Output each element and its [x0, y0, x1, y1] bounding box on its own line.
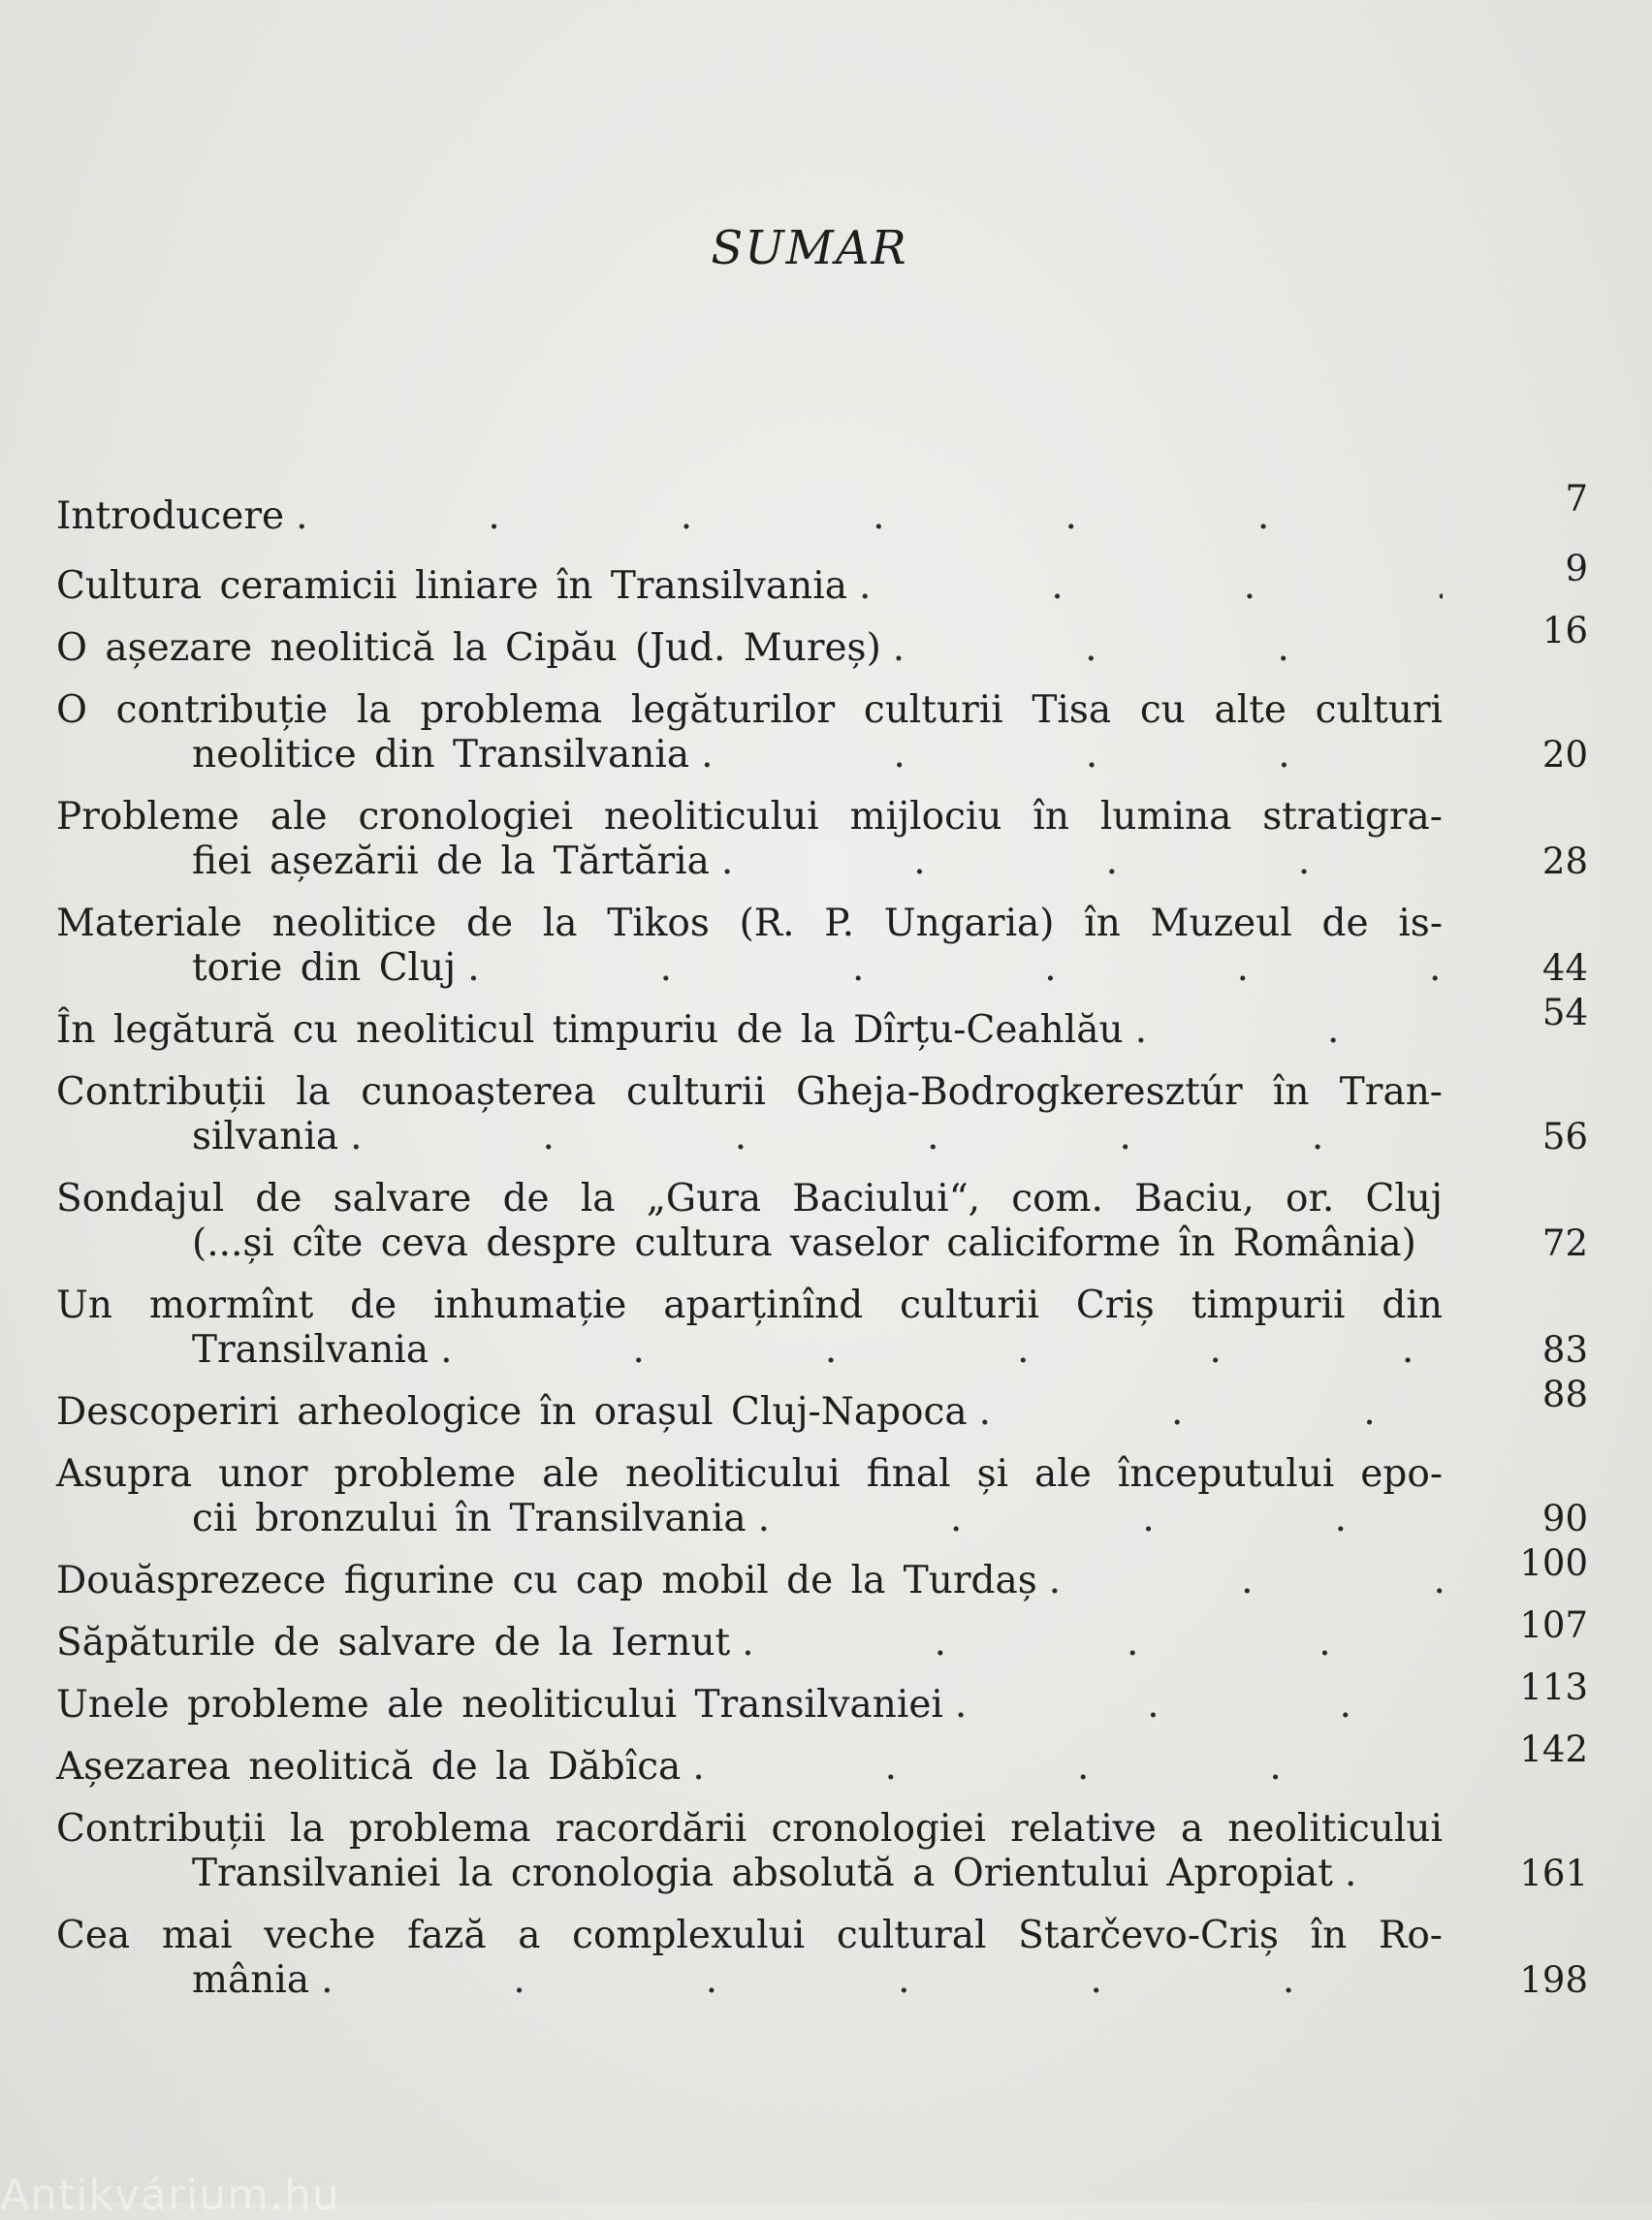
- toc-entry: [56, 548, 1588, 609]
- toc-entry: [56, 1452, 1588, 1541]
- toc-entry: [56, 1177, 1588, 1266]
- toc-entry: [56, 688, 1588, 777]
- dot-leader: [955, 1683, 1443, 1728]
- dot-leader: [742, 1621, 1443, 1665]
- toc-entry: [56, 1807, 1588, 1896]
- page-number: 142: [1519, 1728, 1588, 1770]
- entry-title-line: Douăsprezece figurine cu cap mobil de la Turdaș: [56, 1559, 1037, 1602]
- dot-leader: [1049, 1559, 1443, 1603]
- entry-title-line: Asupra unor probleme ale neoliticului final și ale începutului epo-: [56, 1452, 1443, 1496]
- entry-title-line: fiei așezării de la Tărtăria: [192, 840, 710, 883]
- entry-title-line: Săpăturile de salvare de la Iernut: [56, 1621, 731, 1665]
- entry-title-line: cii bronzului în Transilvania: [192, 1497, 747, 1540]
- page-number: 83: [1541, 1329, 1588, 1371]
- dot-leader: [296, 494, 1443, 539]
- page-number: 16: [1541, 610, 1588, 651]
- entry-title-line: O așezare neolitică la Cipău (Jud. Mureș): [56, 626, 881, 670]
- entry-title-line: Materiale neolitice de la Tikos (R. P. Ungaria) în Muzeul de is-: [56, 902, 1443, 945]
- entry-title-line: Descoperiri arheologice în orașul Cluj-Napoca: [56, 1390, 968, 1434]
- entry-title-line: Transilvaniei la cronologia absolută a Orientului Apropiat: [192, 1852, 1333, 1895]
- dot-leader: [701, 733, 1443, 777]
- dot-leader: [859, 564, 1443, 609]
- page-number: 9: [1565, 548, 1588, 589]
- entry-title-line: Un mormînt de inhumație aparținînd culturii Criș timpurii din: [56, 1284, 1443, 1327]
- entry-title-line: Contribuții la cunoașterea culturii Gheja-Bodrogkeresztúr în Tran-: [56, 1070, 1443, 1114]
- page-title: SUMAR: [711, 221, 908, 275]
- page-number: 56: [1541, 1116, 1588, 1158]
- dot-leader: [1345, 1852, 1443, 1896]
- dot-leader: [321, 1958, 1443, 2003]
- page-number: 90: [1541, 1498, 1588, 1539]
- entry-title-line: Sondajul de salvare de la „Gura Baciului“, com. Baciu, or. Cluj: [56, 1177, 1443, 1221]
- toc-entry: [56, 610, 1588, 671]
- toc-entry: [56, 992, 1588, 1053]
- toc-entry: [56, 1728, 1588, 1790]
- entry-title-line: Introducere: [56, 494, 285, 538]
- page-number: 198: [1519, 1959, 1588, 2001]
- toc-entry: [56, 1604, 1588, 1665]
- toc-entry: [56, 1542, 1588, 1603]
- page-number: 113: [1519, 1666, 1588, 1708]
- page-number: 88: [1541, 1374, 1588, 1415]
- page-number: 28: [1541, 840, 1588, 882]
- dot-leader: [350, 1115, 1443, 1159]
- page-number: 54: [1541, 992, 1588, 1033]
- entry-title-line: Transilvania: [192, 1328, 429, 1372]
- table-of-contents: [56, 478, 1588, 2003]
- watermark-text: Antikvárium.hu: [0, 2171, 340, 2220]
- page-number: 44: [1541, 947, 1588, 989]
- dot-leader: [721, 840, 1443, 884]
- page-number: 20: [1541, 734, 1588, 776]
- entry-title-line: (...și cîte ceva despre cultura vaselor caliciforme în România): [192, 1221, 1416, 1265]
- page-number: 72: [1541, 1222, 1588, 1264]
- entry-title-line: Probleme ale cronologiei neoliticului mijlociu în lumina stratigra-: [56, 795, 1443, 839]
- toc-entry: [56, 1070, 1588, 1159]
- toc-entry: [56, 1914, 1588, 2003]
- page-number: 107: [1519, 1604, 1588, 1646]
- page-number: 100: [1519, 1542, 1588, 1584]
- toc-entry: [56, 478, 1588, 539]
- dot-leader: [467, 946, 1443, 991]
- entry-title-line: Contribuții la problema racordării cronologiei relative a neoliticului: [56, 1807, 1443, 1851]
- dot-leader: [1135, 1008, 1443, 1053]
- entry-title-line: Așezarea neolitică de la Dăbîca: [56, 1745, 682, 1789]
- dot-leader: [692, 1745, 1443, 1790]
- toc-entry: [56, 1666, 1588, 1728]
- dot-leader: [440, 1328, 1443, 1373]
- toc-entry: [56, 902, 1588, 991]
- entry-title-line: Cultura ceramicii liniare în Transilvania: [56, 564, 847, 608]
- page-number: 7: [1565, 478, 1588, 520]
- entry-title-line: mânia: [192, 1958, 310, 2002]
- entry-title-line: Unele probleme ale neoliticului Transilvaniei: [56, 1683, 943, 1727]
- entry-title-line: torie din Cluj: [192, 946, 457, 990]
- entry-title-line: În legătură cu neoliticul timpuriu de la Dîrțu-Ceahlău: [56, 1008, 1124, 1052]
- entry-title-line: Cea mai veche fază a complexului cultural Starčevo-Criș în Ro-: [56, 1914, 1443, 1957]
- dot-leader: [758, 1497, 1443, 1541]
- dot-leader: [893, 626, 1443, 671]
- entry-title-line: neolitice din Transilvania: [192, 733, 690, 777]
- toc-entry: [56, 1374, 1588, 1435]
- entry-title-line: O contribuție la problema legăturilor culturii Tisa cu alte culturi: [56, 688, 1443, 732]
- toc-entry: [56, 1284, 1588, 1373]
- toc-entry: [56, 795, 1588, 884]
- entry-title-line: silvania: [192, 1115, 339, 1158]
- page-number: 161: [1519, 1853, 1588, 1894]
- dot-leader: [979, 1390, 1443, 1435]
